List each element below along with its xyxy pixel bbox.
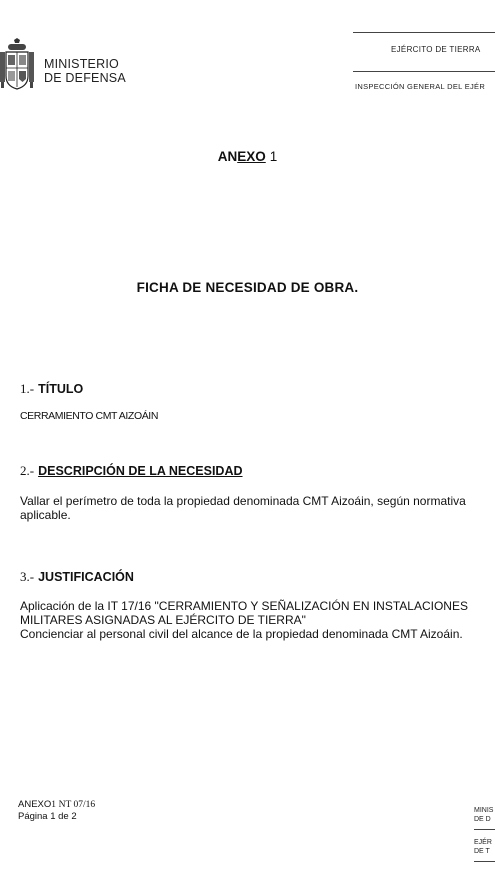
section-body-line: Vallar el perímetro de toda la propiedad denominada CMT Aizoáin, según normativa <box>20 494 466 508</box>
section-heading-justification <box>20 569 134 585</box>
inspection-name: INSPECCIÓN GENERAL DEL EJÉR <box>355 82 486 91</box>
section-body-line: CERRAMIENTO CMT AIZOÁIN <box>20 410 159 422</box>
form-title: FICHA DE NECESIDAD DE OBRA. <box>136 280 359 295</box>
header-rule-top <box>353 32 495 33</box>
section-body-line: aplicable. <box>20 508 71 522</box>
page-number: Página 1 de 2 <box>18 811 77 822</box>
document-reference: ANEXO1 NT 07/16 <box>18 799 96 810</box>
section-heading-description <box>20 463 243 479</box>
section-number: 2.- <box>20 463 35 478</box>
footer-reference <box>18 799 95 823</box>
section-number: 1.- <box>20 381 35 396</box>
section-heading-text: JUSTIFICACIÓN <box>38 570 134 584</box>
annex-title <box>0 149 495 164</box>
section-body-line: Concienciar al personal civil del alcance de la propiedad denominada CMT Aizoáin. <box>20 627 463 641</box>
army-name: EJÉRCITO DE TIERRA <box>391 45 481 54</box>
ministry-line1: MINISTERIO <box>44 57 119 71</box>
footer-army: EJÉR DE T <box>474 839 492 855</box>
section-heading-title <box>20 381 83 397</box>
annex-number: 1 <box>269 149 278 164</box>
footer-rule-1 <box>474 829 495 830</box>
section-number: 3.- <box>20 569 35 584</box>
footer-rule-2 <box>474 861 495 862</box>
annex-title-part2: EXO <box>237 149 266 164</box>
coat-of-arms-icon <box>0 38 34 94</box>
section-heading-text: TÍTULO <box>38 382 84 396</box>
header-rule-middle <box>353 71 495 72</box>
section-body-line: Aplicación de la IT 17/16 "CERRAMIENTO Y SEÑALIZACIÓN EN INSTALACIONES <box>20 599 468 613</box>
ministry-line2: DE DEFENSA <box>44 71 126 85</box>
ministry-name <box>44 57 126 85</box>
section-body-line: MILITARES ASIGNADAS AL EJÉRCITO DE TIERRA" <box>20 613 306 627</box>
annex-title-part1: AN <box>217 149 238 164</box>
section-heading-text: DESCRIPCIÓN DE LA NECESIDAD <box>38 464 243 478</box>
footer-ministry: MINIS DE D <box>474 807 494 823</box>
